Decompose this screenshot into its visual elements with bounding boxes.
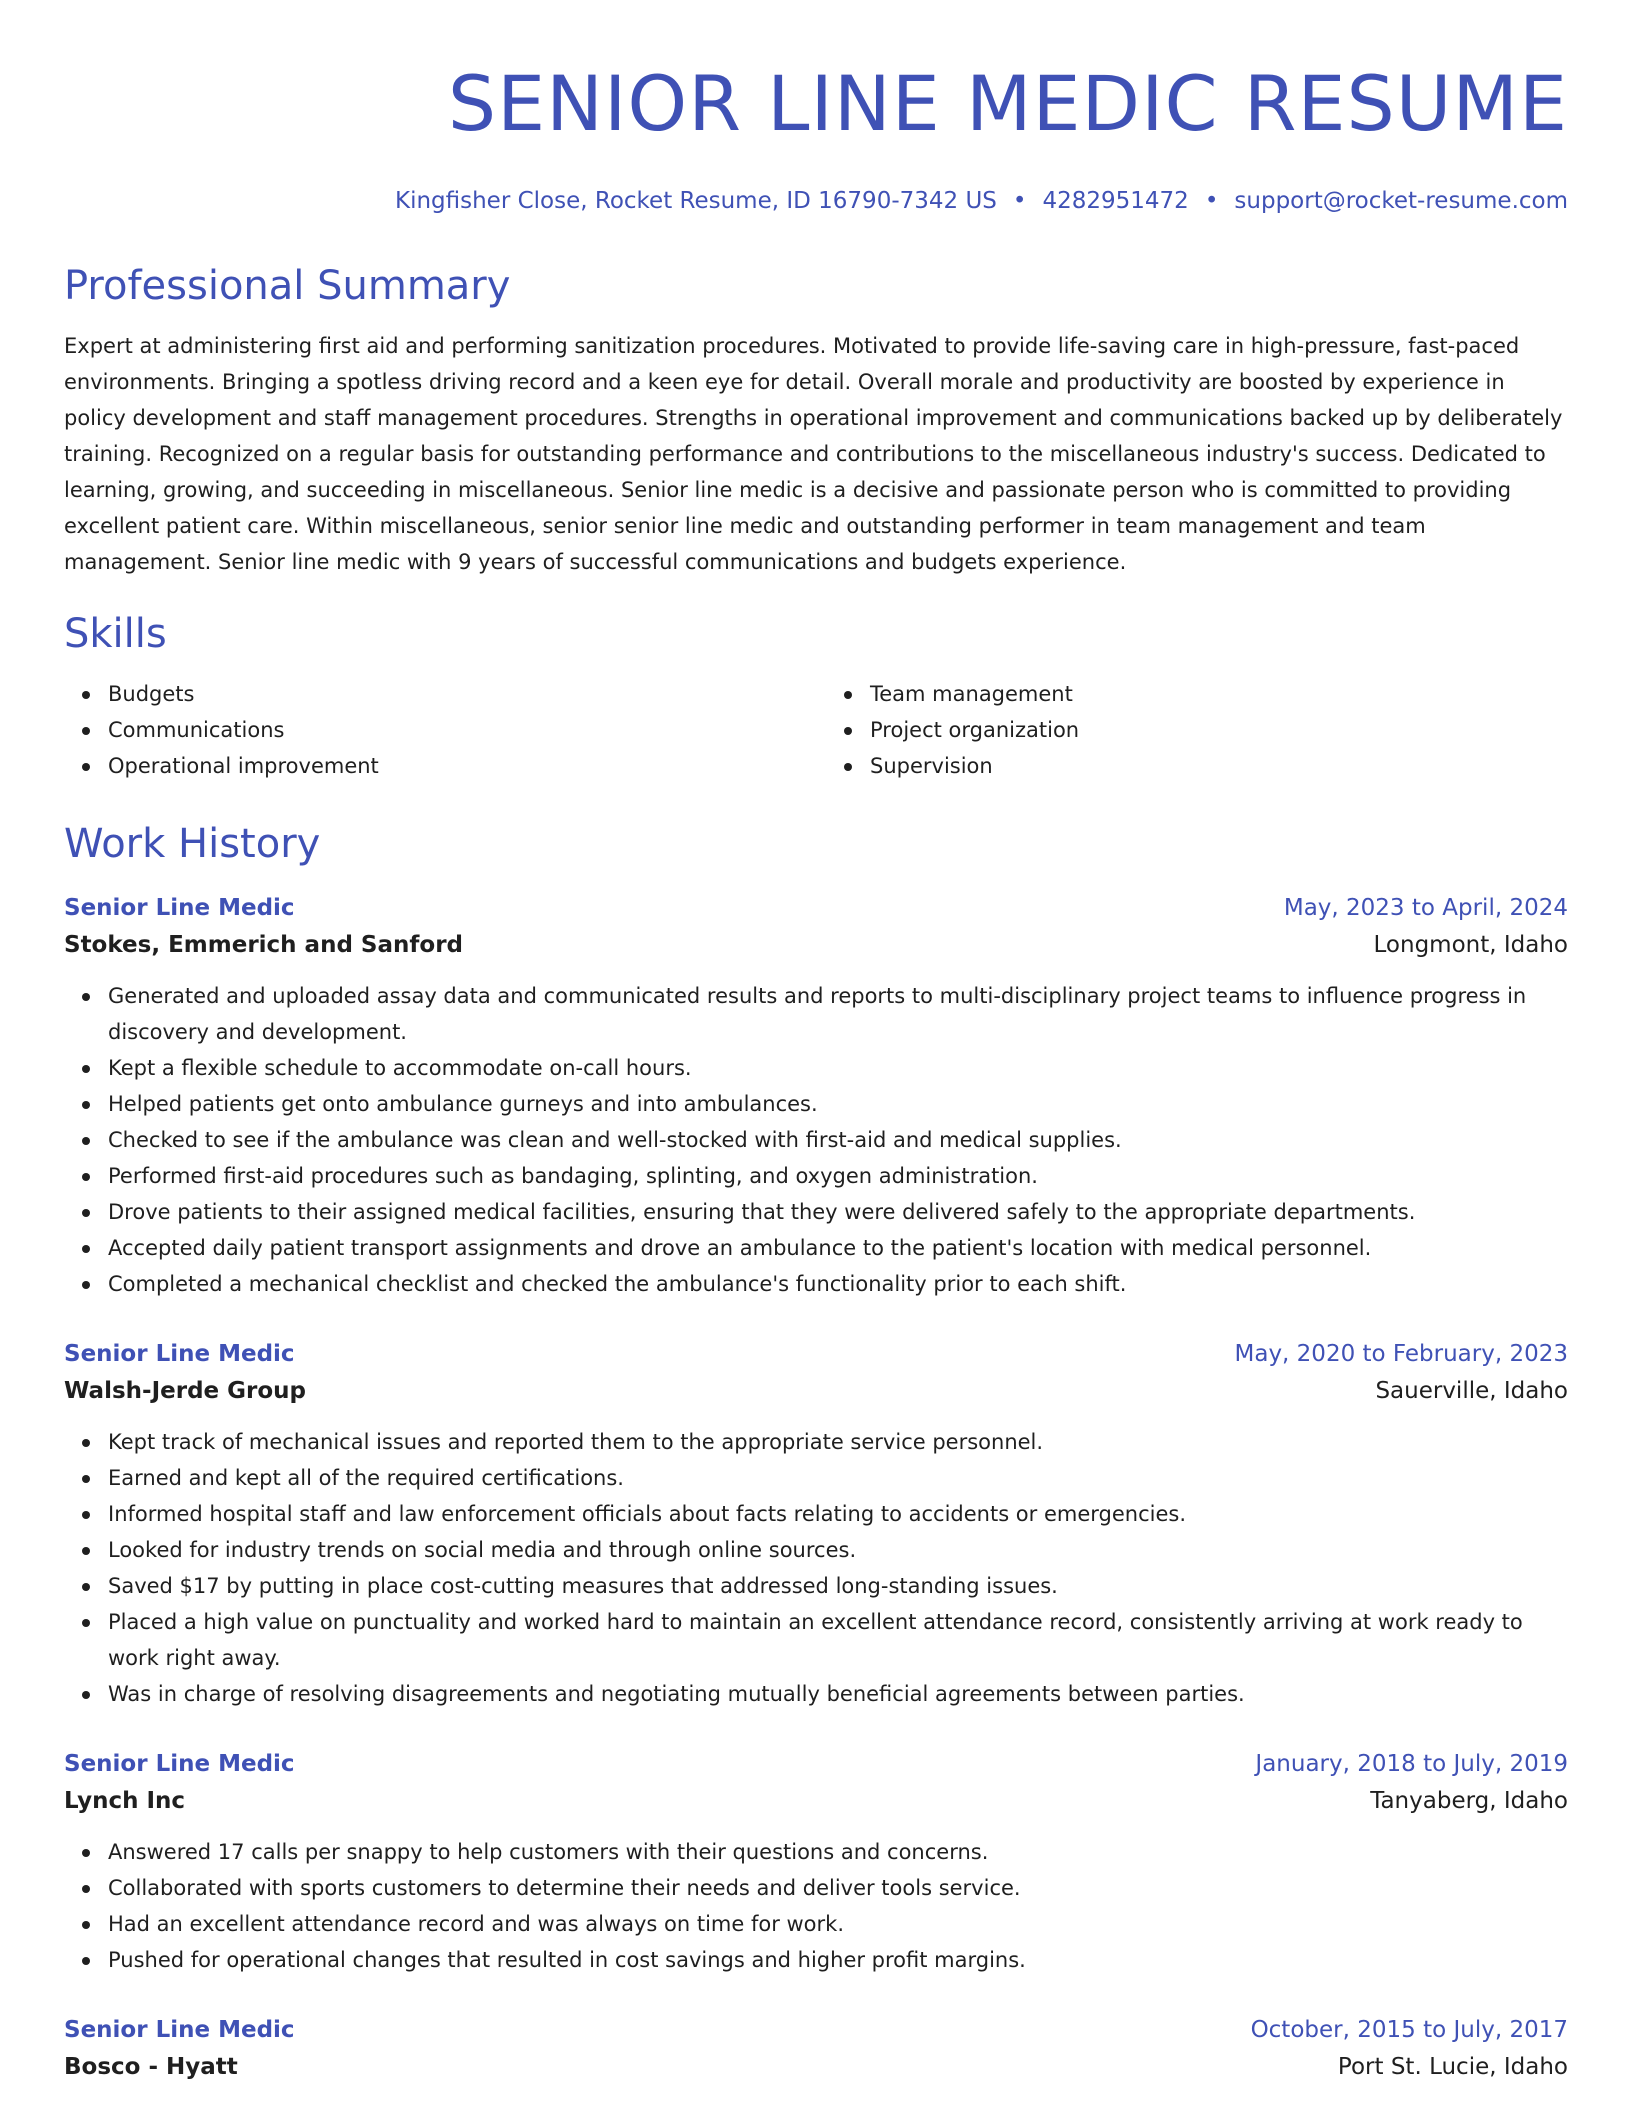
job-location: Port St. Lucie, Idaho xyxy=(1337,2054,1568,2080)
job-duty: Was in charge of resolving disagreements and negotiating mutually beneficial agreements between parties. xyxy=(108,1676,1568,1712)
resume-title: SENIOR LINE MEDIC RESUME xyxy=(447,59,1568,148)
job-employer: Walsh-Jerde Group xyxy=(64,1378,306,1404)
section-title-work-history: Work History xyxy=(64,821,321,867)
job-dates: October, 2015 to July, 2017 xyxy=(1250,2017,1568,2043)
section-title-professional-summary: Professional Summary xyxy=(64,263,511,309)
job-duty: Helped patients get onto ambulance gurneys and into ambulances. xyxy=(108,1086,1568,1122)
skills-grid xyxy=(64,676,1568,784)
contact-address: Kingfisher Close, Rocket Resume, ID 16790-7342 US xyxy=(394,188,997,214)
job-duty: Checked to see if the ambulance was clean and well-stocked with first-aid and medical supplies. xyxy=(108,1122,1568,1158)
skill-item: Communications xyxy=(108,712,806,748)
job-subheader xyxy=(64,2048,1568,2086)
job-subheader xyxy=(64,1372,1568,1410)
job-duties xyxy=(64,1424,1568,1712)
job-employer: Stokes, Emmerich and Sanford xyxy=(64,932,463,958)
job-header xyxy=(64,890,1568,926)
skills-list-left xyxy=(64,676,806,784)
job-entry xyxy=(64,2012,1568,2086)
job-header xyxy=(64,2012,1568,2048)
job-duty: Accepted daily patient transport assignments and drove an ambulance to the patient's location with medical personnel. xyxy=(108,1230,1568,1266)
job-duty: Generated and uploaded assay data and communicated results and reports to multi-disciplinary project teams to influence progress in discovery and development. xyxy=(108,978,1568,1050)
job-duty: Placed a high value on punctuality and worked hard to maintain an excellent attendance record, consistently arriving at work ready to work right away. xyxy=(108,1604,1568,1676)
job-duty: Earned and kept all of the required certifications. xyxy=(108,1460,1568,1496)
job-duty: Performed first-aid procedures such as bandaging, splinting, and oxygen administration. xyxy=(108,1158,1568,1194)
job-location: Longmont, Idaho xyxy=(1373,932,1568,958)
job-duty: Collaborated with sports customers to determine their needs and deliver tools service. xyxy=(108,1870,1568,1906)
job-subheader xyxy=(64,926,1568,964)
job-title: Senior Line Medic xyxy=(64,1341,295,1367)
job-duty: Kept track of mechanical issues and reported them to the appropriate service personnel. xyxy=(108,1424,1568,1460)
skill-item: Supervision xyxy=(870,748,1568,784)
job-duty: Saved $17 by putting in place cost-cutting measures that addressed long-standing issues. xyxy=(108,1568,1568,1604)
job-duty: Pushed for operational changes that resulted in cost savings and higher profit margins. xyxy=(108,1942,1568,1978)
job-employer: Lynch Inc xyxy=(64,1788,186,1814)
job-title: Senior Line Medic xyxy=(64,1751,295,1777)
job-employer: Bosco - Hyatt xyxy=(64,2054,238,2080)
skill-item: Budgets xyxy=(108,676,806,712)
job-duty: Kept a flexible schedule to accommodate on-call hours. xyxy=(108,1050,1568,1086)
job-duties xyxy=(64,978,1568,1302)
skills-list-right xyxy=(826,676,1568,784)
job-entry xyxy=(64,1336,1568,1712)
skill-item: Team management xyxy=(870,676,1568,712)
job-dates: January, 2018 to July, 2019 xyxy=(1255,1751,1568,1777)
job-entry xyxy=(64,1746,1568,1978)
job-header xyxy=(64,1336,1568,1372)
contact-email[interactable]: support@rocket-resume.com xyxy=(1234,188,1568,214)
skill-item: Operational improvement xyxy=(108,748,806,784)
resume-page xyxy=(64,0,1568,2086)
job-location: Sauerville, Idaho xyxy=(1375,1378,1568,1404)
contact-separator: • xyxy=(1012,188,1027,214)
contact-line xyxy=(64,186,1568,216)
job-entry xyxy=(64,890,1568,1302)
job-subheader xyxy=(64,1782,1568,1820)
section-title-skills: Skills xyxy=(64,611,167,657)
job-dates: May, 2023 to April, 2024 xyxy=(1283,895,1568,921)
job-duty: Answered 17 calls per snappy to help customers with their questions and concerns. xyxy=(108,1834,1568,1870)
job-header xyxy=(64,1746,1568,1782)
job-duty: Drove patients to their assigned medical facilities, ensuring that they were delivered safely to the appropriate departments. xyxy=(108,1194,1568,1230)
job-duty: Informed hospital staff and law enforcement officials about facts relating to accidents or emergencies. xyxy=(108,1496,1568,1532)
job-duty: Looked for industry trends on social media and through online sources. xyxy=(108,1532,1568,1568)
job-location: Tanyaberg, Idaho xyxy=(1370,1788,1568,1814)
job-duty: Had an excellent attendance record and was always on time for work. xyxy=(108,1906,1568,1942)
skill-item: Project organization xyxy=(870,712,1568,748)
summary-text: Expert at administering first aid and performing sanitization procedures. Motivated to provide life-saving care in high-pressure, fast-paced environments. Bringing a spotless driving record and a keen eye for detail. Overall morale and productivity are boosted by experience in policy development and staff management procedures. Strengths in operational improvement and communications backed up by deliberately training. Recognized on a regular basis for outstanding performance and contributions to the miscellaneous industry's success. Dedicated to learning, growing, and succeeding in miscellaneous. Senior line medic is a decisive and passionate person who is committed to providing excellent patient care. Within miscellaneous, senior senior line medic and outstanding performer in team management and team management. Senior line medic with 9 years of successful communications and budgets experience. xyxy=(64,334,1563,574)
job-title: Senior Line Medic xyxy=(64,2017,295,2043)
contact-phone: 4282951472 xyxy=(1042,188,1189,214)
job-duty: Completed a mechanical checklist and checked the ambulance's functionality prior to each shift. xyxy=(108,1266,1568,1302)
job-title: Senior Line Medic xyxy=(64,895,295,921)
job-duties xyxy=(64,1834,1568,1978)
contact-separator: • xyxy=(1204,188,1219,214)
job-dates: May, 2020 to February, 2023 xyxy=(1234,1341,1568,1367)
